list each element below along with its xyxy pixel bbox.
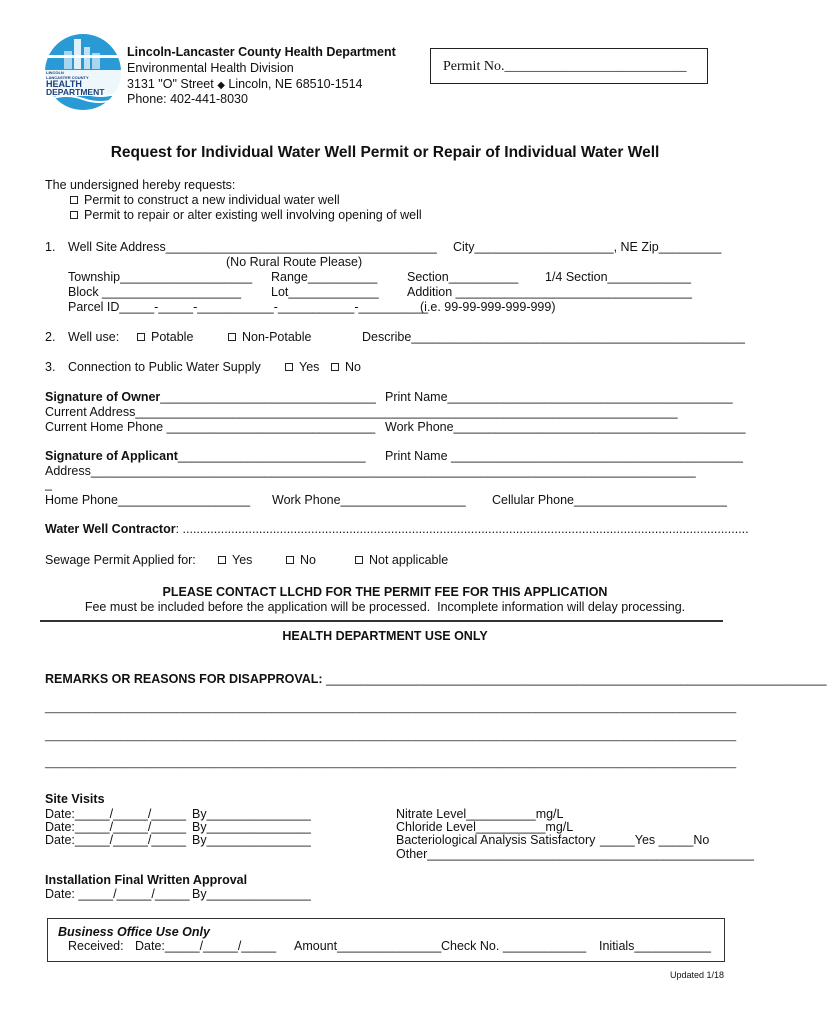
- final-approval-date[interactable]: Date: _____/_____/_____: [45, 887, 190, 901]
- section3-number: 3.: [45, 360, 56, 374]
- checkbox-potable[interactable]: [137, 333, 145, 341]
- parcel-id-example: (i.e. 99-99-999-999-999): [420, 300, 556, 314]
- org-phone: Phone: 402-441-8030: [127, 92, 248, 106]
- parcel-id-field[interactable]: Parcel ID_____-_____-___________-___________-__________: [68, 300, 429, 314]
- section2-number: 2.: [45, 330, 56, 344]
- remarks-line-2[interactable]: ______________________________________________________________________________________________________________: [45, 702, 737, 714]
- water-well-contractor-field[interactable]: [45, 522, 749, 536]
- site-visits-heading: Site Visits: [45, 792, 105, 806]
- checkbox-public-water-yes[interactable]: [285, 363, 293, 371]
- site-visit-date-1[interactable]: Date:_____/_____/_____: [45, 807, 187, 821]
- township-field[interactable]: Township___________________: [68, 270, 253, 284]
- address-street: 3131 "O" Street: [127, 77, 214, 91]
- owner-work-phone-field[interactable]: Work Phone__________________________________________: [385, 420, 746, 434]
- division-name: Environmental Health Division: [127, 61, 294, 75]
- checkbox-public-water-no[interactable]: [331, 363, 339, 371]
- remarks-field[interactable]: [45, 672, 827, 686]
- chloride-level-field[interactable]: Chloride Level__________mg/L: [396, 820, 574, 834]
- bacteriological-label: Bacteriological Analysis Satisfactory: [396, 833, 596, 847]
- owner-current-address-field[interactable]: Current Address______________________________________________________________________________: [45, 405, 678, 419]
- sewage-no-label: No: [300, 553, 316, 567]
- logo-text-line4: DEPARTMENT: [46, 87, 105, 97]
- potable-label: Potable: [151, 330, 194, 344]
- bacteriological-yes-no[interactable]: _____Yes _____No: [600, 833, 710, 847]
- range-field[interactable]: Range__________: [271, 270, 378, 284]
- public-water-label: Connection to Public Water Supply: [68, 360, 261, 374]
- site-visit-date-2[interactable]: Date:_____/_____/_____: [45, 820, 187, 834]
- option-new-well-label: Permit to construct a new individual water well: [84, 193, 340, 207]
- divider: [40, 620, 723, 622]
- nitrate-level-field[interactable]: Nitrate Level__________mg/L: [396, 807, 564, 821]
- applicant-work-phone-field[interactable]: Work Phone__________________: [272, 493, 466, 507]
- final-approval-by[interactable]: By_______________: [192, 887, 311, 901]
- address-city: Lincoln, NE 68510-1514: [228, 77, 363, 91]
- contractor-label: Water Well Contractor: [45, 522, 176, 536]
- logo-text-line1: LINCOLN: [46, 70, 64, 75]
- checkbox-sewage-na[interactable]: [355, 556, 363, 564]
- owner-signature-field[interactable]: [45, 390, 376, 404]
- sewage-yes-label: Yes: [232, 553, 253, 567]
- owner-print-name-field[interactable]: Print Name_________________________________________: [385, 390, 733, 404]
- describe-field[interactable]: Describe________________________________________________: [362, 330, 746, 344]
- owner-home-phone-field[interactable]: Current Home Phone ______________________________: [45, 420, 376, 434]
- option-public-water-no[interactable]: [331, 360, 361, 374]
- remarks-line-4[interactable]: ______________________________________________________________________________________________________________: [45, 757, 737, 769]
- quarter-section-field[interactable]: 1/4 Section____________: [545, 270, 691, 284]
- updated-date: Updated 1/18: [670, 970, 725, 980]
- applicant-signature-label: Signature of Applicant: [45, 449, 178, 463]
- well-use-label: Well use:: [68, 330, 120, 344]
- option-new-well[interactable]: [70, 193, 340, 207]
- page-title: Request for Individual Water Well Permit or Repair of Individual Water Well: [110, 144, 660, 161]
- org-name: Lincoln-Lancaster County Health Department: [127, 45, 396, 59]
- non-potable-label: Non-Potable: [242, 330, 312, 344]
- remarks-line-3[interactable]: ______________________________________________________________________________________________________________: [45, 730, 737, 742]
- checkbox-non-potable[interactable]: [228, 333, 236, 341]
- remarks-label: REMARKS OR REASONS FOR DISAPPROVAL:: [45, 672, 323, 686]
- option-sewage-no[interactable]: [286, 553, 316, 567]
- addition-field[interactable]: Addition __________________________________: [407, 285, 693, 299]
- owner-signature-line: _______________________________: [160, 390, 376, 404]
- lot-field[interactable]: Lot_____________: [271, 285, 379, 299]
- option-sewage-na[interactable]: [355, 553, 448, 567]
- check-number-field[interactable]: Check No. ____________: [441, 939, 587, 953]
- request-intro: The undersigned hereby requests:: [45, 178, 236, 192]
- checkbox-sewage-no[interactable]: [286, 556, 294, 564]
- permit-number-field: Permit No.__________________________: [443, 59, 687, 74]
- option-sewage-yes[interactable]: [218, 553, 252, 567]
- remarks-line: ________________________________________________________________________: [326, 672, 827, 686]
- diamond-icon: ◆: [217, 80, 225, 91]
- checkbox-repair-well[interactable]: [70, 211, 78, 219]
- city-zip-field[interactable]: City____________________, NE Zip_________: [453, 240, 722, 254]
- business-office-box: [47, 918, 725, 962]
- applicant-address-continuation: _: [45, 477, 52, 491]
- no-rural-route-note: (No Rural Route Please): [226, 255, 363, 269]
- public-water-no-label: No: [345, 360, 361, 374]
- applicant-print-name-field[interactable]: Print Name __________________________________________: [385, 449, 743, 463]
- contractor-line: : ...................................................................................................................................................................: [175, 522, 749, 536]
- logo-text-line3: HEALTH: [46, 79, 82, 89]
- applicant-signature-field[interactable]: [45, 449, 366, 463]
- received-label: Received:: [68, 939, 124, 953]
- site-visit-by-2[interactable]: By_______________: [192, 820, 311, 834]
- section-field[interactable]: Section__________: [407, 270, 519, 284]
- block-field[interactable]: Block ____________________: [68, 285, 242, 299]
- option-repair-well-label: Permit to repair or alter existing well involving opening of well: [84, 208, 422, 222]
- applicant-cell-phone-field[interactable]: Cellular Phone______________________: [492, 493, 727, 507]
- health-dept-heading: HEALTH DEPARTMENT USE ONLY: [282, 629, 488, 643]
- logo-text-line2: LANCASTER COUNTY: [46, 75, 89, 80]
- option-public-water-yes[interactable]: [285, 360, 319, 374]
- applicant-address-field[interactable]: Address_______________________________________________________________________________________: [45, 464, 696, 478]
- amount-field[interactable]: Amount_______________: [294, 939, 442, 953]
- section1-number: 1.: [45, 240, 56, 254]
- applicant-signature-line: ___________________________: [177, 449, 366, 463]
- received-date-field[interactable]: Date:_____/_____/_____: [135, 939, 277, 953]
- public-water-yes-label: Yes: [299, 360, 320, 374]
- other-field[interactable]: Other_______________________________________________: [396, 847, 755, 861]
- well-site-address-field[interactable]: Well Site Address_______________________________________: [68, 240, 437, 254]
- site-visit-date-3[interactable]: Date:_____/_____/_____: [45, 833, 187, 847]
- permit-number-box[interactable]: [430, 48, 708, 84]
- option-non-potable[interactable]: [228, 330, 312, 344]
- initials-field[interactable]: Initials___________: [599, 939, 711, 953]
- business-office-heading: Business Office Use Only: [58, 925, 210, 939]
- final-approval-heading: Installation Final Written Approval: [45, 873, 248, 887]
- sewage-permit-label: Sewage Permit Applied for:: [45, 553, 196, 567]
- applicant-home-phone-field[interactable]: Home Phone___________________: [45, 493, 251, 507]
- fee-notice-text: Fee must be included before the application will be processed. Incomplete information will delay processing.: [84, 600, 686, 614]
- fee-notice-heading: PLEASE CONTACT LLCHD FOR THE PERMIT FEE FOR THIS APPLICATION: [162, 585, 608, 599]
- site-visit-by-3[interactable]: By_______________: [192, 833, 311, 847]
- option-potable[interactable]: [137, 330, 193, 344]
- sewage-na-label: Not applicable: [369, 553, 449, 567]
- owner-signature-label: Signature of Owner: [45, 390, 161, 404]
- org-address: [127, 77, 363, 91]
- checkbox-sewage-yes[interactable]: [218, 556, 226, 564]
- site-visit-by-1[interactable]: By_______________: [192, 807, 311, 821]
- health-department-logo: [44, 33, 122, 111]
- checkbox-new-well[interactable]: [70, 196, 78, 204]
- option-repair-well[interactable]: [70, 208, 422, 222]
